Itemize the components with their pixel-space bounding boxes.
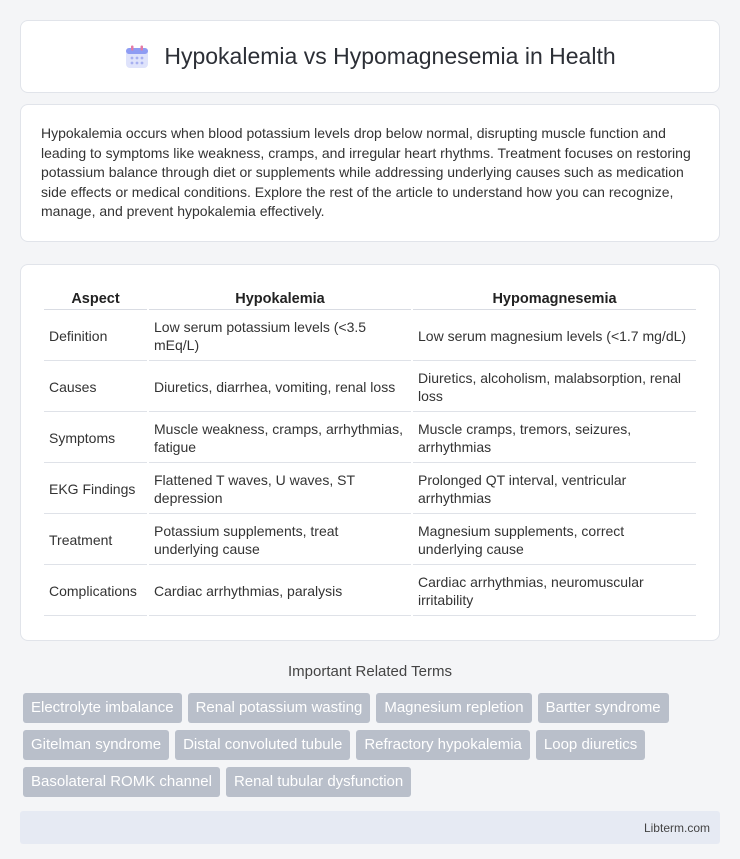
hypomagnesemia-cell: Diuretics, alcoholism, malabsorption, renal loss (413, 363, 696, 412)
table-row (44, 465, 696, 514)
table-row (44, 516, 696, 565)
table-row (44, 312, 696, 361)
related-term-tag[interactable]: Renal tubular dysfunction (226, 767, 411, 797)
aspect-cell: Symptoms (44, 414, 147, 463)
hypomagnesemia-cell: Low serum magnesium levels (<1.7 mg/dL) (413, 312, 696, 361)
hypokalemia-cell: Low serum potassium levels (<3.5 mEq/L) (149, 312, 411, 361)
related-term-tag[interactable]: Electrolyte imbalance (23, 693, 182, 723)
aspect-cell: Complications (44, 567, 147, 616)
hypomagnesemia-cell: Muscle cramps, tremors, seizures, arrhythmias (413, 414, 696, 463)
header-aspect: Aspect (44, 287, 147, 310)
aspect-cell: Definition (44, 312, 147, 361)
footer (20, 811, 720, 844)
title-card (20, 20, 720, 93)
header-hypomagnesemia: Hypomagnesemia (413, 287, 696, 310)
aspect-cell: Causes (44, 363, 147, 412)
table-header-row (44, 287, 696, 310)
related-term-tag[interactable]: Magnesium repletion (376, 693, 531, 723)
calendar-icon (124, 44, 150, 70)
hypomagnesemia-cell: Magnesium supplements, correct underlying cause (413, 516, 696, 565)
related-terms-list (20, 693, 720, 797)
hypokalemia-cell: Muscle weakness, cramps, arrhythmias, fatigue (149, 414, 411, 463)
hypokalemia-cell: Potassium supplements, treat underlying cause (149, 516, 411, 565)
hypokalemia-cell: Diuretics, diarrhea, vomiting, renal loss (149, 363, 411, 412)
page-title: Hypokalemia vs Hypomagnesemia in Health (164, 43, 616, 69)
footer-brand-link[interactable]: Libterm.com (643, 820, 710, 835)
table-row (44, 363, 696, 412)
intro-paragraph: Hypokalemia occurs when blood potassium levels drop below normal, disrupting muscle function and leading to symptoms like weakness, cramps, and irregular heart rhythms. Treatment focuses on restoring potassium balance through diet or supplements while addressing underlying causes such as medication side effects or medical conditions. Explore the rest of the article to understand how you can recognize, manage, and prevent hypokalemia effectively. (41, 125, 691, 220)
related-term-tag[interactable]: Bartter syndrome (538, 693, 669, 723)
table-row (44, 414, 696, 463)
related-term-tag[interactable]: Basolateral ROMK channel (23, 767, 220, 797)
related-term-tag[interactable]: Refractory hypokalemia (356, 730, 530, 760)
header-hypokalemia: Hypokalemia (149, 287, 411, 310)
related-term-tag[interactable]: Loop diuretics (536, 730, 645, 760)
related-term-tag[interactable]: Distal convoluted tubule (175, 730, 350, 760)
comparison-table-card (20, 264, 720, 641)
table-row (44, 567, 696, 616)
hypokalemia-cell: Flattened T waves, U waves, ST depression (149, 465, 411, 514)
intro-card (20, 104, 720, 242)
related-term-tag[interactable]: Renal potassium wasting (188, 693, 371, 723)
related-terms-title: Important Related Terms (288, 663, 452, 680)
hypomagnesemia-cell: Cardiac arrhythmias, neuromuscular irritability (413, 567, 696, 616)
comparison-table (42, 285, 698, 618)
aspect-cell: EKG Findings (44, 465, 147, 514)
hypomagnesemia-cell: Prolonged QT interval, ventricular arrhythmias (413, 465, 696, 514)
aspect-cell: Treatment (44, 516, 147, 565)
related-term-tag[interactable]: Gitelman syndrome (23, 730, 169, 760)
hypokalemia-cell: Cardiac arrhythmias, paralysis (149, 567, 411, 616)
